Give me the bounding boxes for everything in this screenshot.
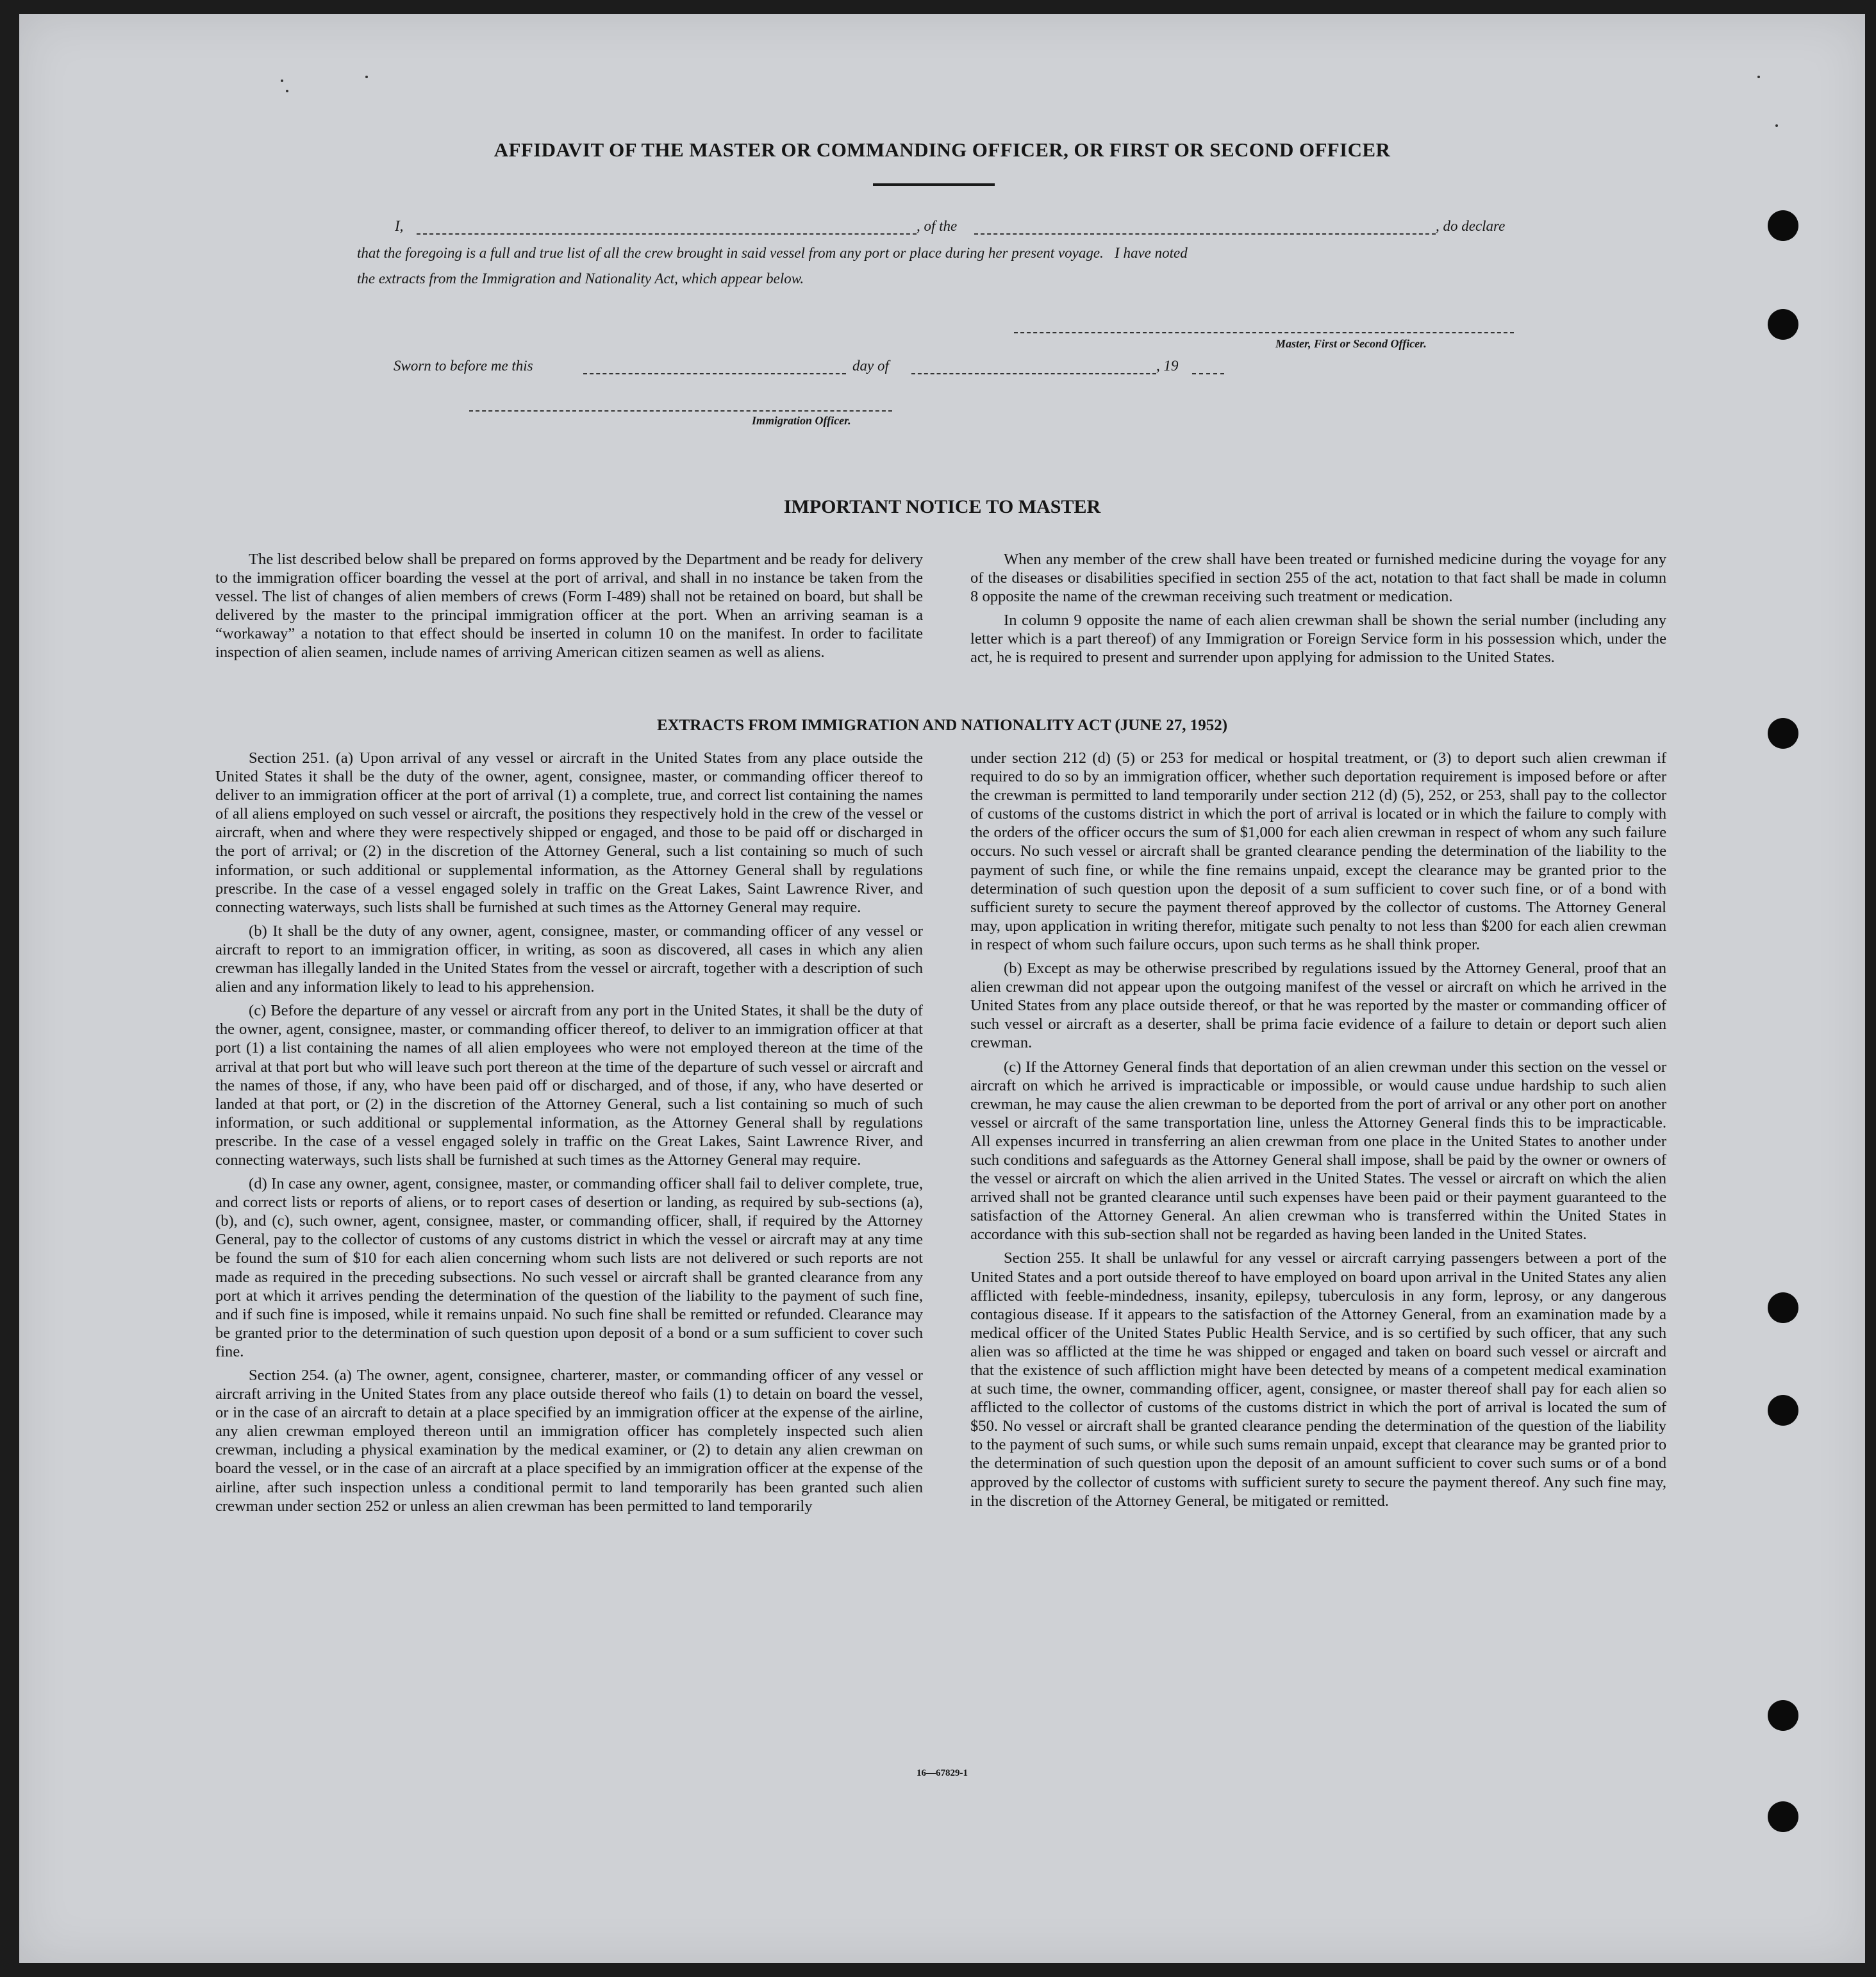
- statute-paragraph: (c) If the Attorney General finds that deportation of an alien crewman under this section on the vessel or aircraft on which he arrived is impracticable or impossible, or would cause undue hardship to such alien crewman, he may cause the alien crewman to be deported from the port of arrival or any other port on another vessel or aircraft of the same transportation line, unless the Attorney General finds this to be impracticable. All expenses incurred in transferring an alien crewman from one place in the United States to another under such conditions and safeguards as the Attorney General shall impose, shall be paid by the owner or owners of the vessel or aircraft on which the alien arrived in the United States. The vessel or aircraft on which the alien arrived shall not be granted clearance until such expenses have been paid or their payment guaranteed to the satisfaction of the Attorney General. An alien crewman who is transferred within the United States in accordance with this sub-section shall not be regarded as having been landed in the United States.: [970, 1058, 1666, 1244]
- master-signature-line[interactable]: [1014, 332, 1514, 333]
- statute-paragraph: Section 254. (a) The owner, agent, consignee, charterer, master, or commanding officer of any vessel or aircraft arriving in the United States from any place outside thereof who fails (1) to detain on board the vessel, or in the case of an aircraft to detain at a place specified by an immigration officer at the expense of the airline, any alien crewman employed thereon until an immigration officer has completely inspected such alien crewman, including a physical examination by the medical examiner, or (2) to detain any alien crewman on board the vessel, or in the case of an aircraft at a place specified by an immigration officer at the expense of the airline, after such inspection unless a conditional permit to land temporarily has been granted such alien crewman under section 252 or unless an alien crewman has been permitted to land temporarily: [215, 1367, 923, 1515]
- statute-paragraph: (b) Except as may be otherwise prescribed by regulations issued by the Attorney General, proof that an alien crewman did not appear upon the outgoing manifest of the vessel or aircraft on which he arrived in the United States from any place outside thereof, or that he was reported by the master or commanding officer of such vessel or aircraft as a deserter, shall be prima facie evidence of a failure to detain or deport such alien crewman.: [970, 960, 1666, 1052]
- declaration-line: that the foregoing is a full and true list of all the crew brought in said vessel from any port or place during her present voyage. I have noted: [357, 245, 1188, 261]
- speck: [365, 76, 368, 78]
- statute-paragraph: (b) It shall be the duty of any owner, agent, consignee, master, or commanding officer of any vessel or aircraft to report to an immigration officer, in writing, as soon as discovered, all cases in which any alien crewman has illegally landed in the United States from the vessel or aircraft, together with a description of such alien and any information likely to lead to his apprehension.: [215, 922, 923, 996]
- form-code: 16—67829-1: [917, 1768, 968, 1778]
- statute-paragraph: (d) In case any owner, agent, consignee, master, or commanding officer shall fail to deliver complete, true, and correct lists or reports of aliens, or to report cases of desertion or landing, as required by sub-sections (a), (b), and (c), such owner, agent, consignee, master, or commanding officer, shall, if required by the Attorney General, pay to the collector of customs of any customs district in which the vessel or aircraft may at any time be found the sum of $10 for each alien concerning whom such lists are not delivered or such reports are not made as required in the preceding subsections. No such vessel or aircraft shall be granted clearance from any port at which it arrives pending the determination of the question of the liability to the payment of such fine, and if such fine is imposed, while it remains unpaid. No such fine shall be remitted or refunded. Clearance may be granted prior to the determination of such question upon deposit of a bond or a sum sufficient to cover such fine.: [215, 1175, 923, 1360]
- punch-hole: [1768, 309, 1798, 340]
- notice-paragraph: In column 9 opposite the name of each alien crewman shall be shown the serial number (including any letter which is a part thereof) of any Immigration or Foreign Service form in his possession which, under the act, he is required to present and surrender upon applying for admission to the United States.: [970, 612, 1666, 667]
- extracts-right-column: [970, 749, 1666, 1515]
- affidavit-i-label: I,: [395, 218, 404, 234]
- statute-paragraph: Section 251. (a) Upon arrival of any vessel or aircraft in the United States from any place outside the United States it shall be the duty of the owner, agent, consignee, master, or commanding officer thereof to deliver to an immigration officer at the port of arrival (1) a complete, true, and correct list containing the names of all aliens employed on such vessel or aircraft, the positions they respectively hold in the crew of the vessel or aircraft, when and where they were respectively shipped or engaged, and those to be paid off or discharged in the port of arrival; or (2) in the discretion of the Attorney General, such a list containing so much of such information, or such additional or supplemental information, as the Attorney General shall by regulations prescribe. In the case of a vessel engaged solely in traffic on the Great Lakes, Saint Lawrence River, and connecting waterways, such lists shall be furnished at such times as the Attorney General may require.: [215, 749, 923, 916]
- vessel-name-field[interactable]: [974, 233, 1436, 235]
- statute-paragraph: (c) Before the departure of any vessel or aircraft from any port in the United States, it shall be the duty of the owner, agent, consignee, master, or commanding officer thereof, to deliver to an immigration officer at that port (1) a list containing the names of all alien employees who were not employed thereon at the time of the arrival at that port but who will leave such port thereon at the time of the departure of such vessel or aircraft and the names of those, if any, who have been paid off or discharged, and of those, if any, who have deserted or landed at that port, or (2) in the discretion of the Attorney General, such a list containing so much of such information, or such additional or supplemental information, as the Attorney General shall by regulations prescribe. In the case of a vessel engaged solely in traffic on the Great Lakes, Saint Lawrence River, and connecting waterways, such lists shall be furnished at such times as the Attorney General may require.: [215, 1002, 923, 1169]
- extracts-heading: EXTRACTS FROM IMMIGRATION AND NATIONALITY ACT (JUNE 27, 1952): [656, 717, 1228, 734]
- speck: [1757, 76, 1760, 78]
- statute-paragraph: under section 212 (d) (5) or 253 for medical or hospital treatment, or (3) to deport such alien crewman if required to do so by an immigration officer, whether such deportation requirement is imposed before or after the crewman is permitted to land temporarily under section 212 (d) (5), 252, or 253, shall pay to the collector of customs of the customs district in which the port of arrival is located or in which the failure to comply with the orders of the officer occurs the sum of $1,000 for each alien crewman in respect of whom any such failure occurs. No such vessel or aircraft shall be granted clearance pending the determination of the liability to the payment of such fine, or while the fine remains unpaid, except the clearance may be granted prior to the determination of such question upon the deposit of a sum sufficient to cover such fine, or of a bond with sufficient surety to secure the payment thereof approved by the collector of customs. The Attorney General may, upon application in writing therefor, mitigate such penalty to not less than $200 for each alien crewman in respect of whom such failure occurs, upon such terms as he shall think proper.: [970, 749, 1666, 953]
- title-rule: [873, 183, 995, 186]
- sworn-day-field[interactable]: [583, 373, 846, 374]
- punch-hole: [1768, 1700, 1798, 1731]
- immigration-officer-signature-line[interactable]: [469, 410, 892, 412]
- notice-paragraph: The list described below shall be prepared on forms approved by the Department and be ready for delivery to the immigration officer boarding the vessel at the port of arrival, and shall in no instance be taken from the vessel. The list of changes of alien members of crews (Form I-489) shall not be retained on board, but shall be delivered by the master to the principal immigration officer at the port. When an arriving seaman is a “workaway” a notation to that effect should be inserted in column 10 on the manifest. In order to facilitate inspection of alien seamen, include names of arriving American citizen seamen as well as aliens.: [215, 551, 923, 662]
- extracts-left-column: [215, 749, 923, 1521]
- notice-paragraph: When any member of the crew shall have been treated or furnished medicine during the voyage for any of the diseases or disabilities specified in section 255 of the act, notation to that fact shall be made in column 8 opposite the name of the crewman receiving such treatment or medication.: [970, 551, 1666, 606]
- declarant-name-field[interactable]: [417, 233, 917, 235]
- punch-hole: [1768, 1801, 1798, 1832]
- speck: [281, 79, 283, 82]
- master-caption: Master, First or Second Officer.: [1275, 337, 1427, 350]
- year-field[interactable]: [1192, 373, 1224, 374]
- do-declare-label: , do declare: [1436, 218, 1506, 234]
- punch-hole: [1768, 210, 1798, 241]
- document-page: [19, 14, 1865, 1963]
- notice-heading: IMPORTANT NOTICE TO MASTER: [783, 496, 1101, 517]
- day-of-label: day of: [852, 358, 889, 374]
- speck: [286, 90, 288, 92]
- sworn-label: Sworn to before me this: [394, 358, 533, 374]
- sworn-month-field[interactable]: [911, 373, 1156, 374]
- notice-left-column: [215, 550, 923, 667]
- statute-paragraph: Section 255. It shall be unlawful for any vessel or aircraft carrying passengers between a port of the United States and a port outside thereof to have employed on board upon arrival in the United States any alien afflicted with feeble-mindedness, insanity, epilepsy, tuberculosis in any form, leprosy, or any dangerous contagious disease. If it appears to the satisfaction of the Attorney General, from an examination made by a medical officer of the United States Public Health Service, and is so certified by such officer, that any such alien was so afflicted at the time he was shipped or engaged and taken on board such vessel or aircraft and that the existence of such affliction might have been detected by means of a competent medical examination at such time, the owner, commanding officer, agent, consignee, or master thereof shall pay for each alien so afflicted to the collector of customs of the customs district in which the port of arrival is located the sum of $50. No vessel or aircraft shall be granted clearance pending the determination of the question of the liability to the payment of such sums, or while such sums remain unpaid, except that clearance may be granted prior to the determination of such question upon the deposit of an amount sufficient to cover such sums or of a bond approved by the collector of customs with sufficient surety to secure the payment thereof. Any such fine may, in the discretion of the Attorney General, be mitigated or remitted.: [970, 1249, 1666, 1510]
- affidavit-title: AFFIDAVIT OF THE MASTER OR COMMANDING OFFICER, OR FIRST OR SECOND OFFICER: [494, 138, 1391, 161]
- punch-hole: [1768, 1395, 1798, 1426]
- punch-hole: [1768, 1292, 1798, 1323]
- of-the-label: , of the: [917, 218, 958, 234]
- declaration-line: the extracts from the Immigration and Nationality Act, which appear below.: [357, 271, 804, 287]
- year-label: , 19: [1156, 358, 1179, 374]
- notice-right-column: [970, 550, 1666, 672]
- speck: [1775, 124, 1778, 127]
- officer-caption: Immigration Officer.: [752, 414, 851, 427]
